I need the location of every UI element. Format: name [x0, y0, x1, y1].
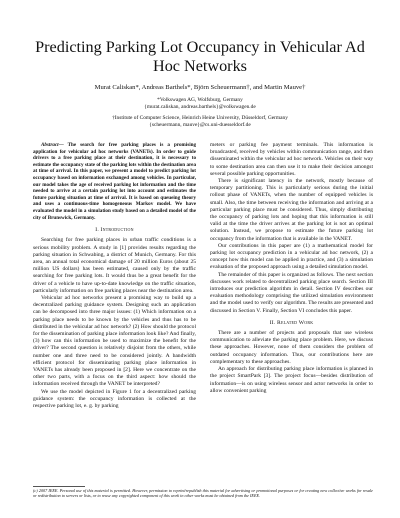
left-column [33, 142, 196, 410]
paper-title: Predicting Parking Lot Occupancy in Vehicular Ad Hoc Networks [35, 38, 365, 75]
paragraph: We use the model depicted in Figure 1 for a decentralized parking guidance system: the occupancy information is collected at the respective parking lot, e. g. by parking [33, 388, 196, 409]
affiliation-block [40, 115, 360, 128]
affiliation-email: {murat.caliskan, andreas.barthels}@volkswagen.de [144, 103, 256, 110]
paragraph: There is significant latency in the network, mostly because of temporary partitioning. This is particularly serious during the initial rollout phase of VANETs, when the number of equipped vehicles is small. Also, the time between receiving the information and arriving at a particular parking place must be considered. Thus, simply distributing the occupancy of parking lots and hoping that this information is still valid at the time the driver arrives at the parking lot is not an optimal solution. Instead, we propose to estimate the future parking lot occupancy from the information that is available in the VANET. [210, 178, 373, 242]
paragraph: Vehicular ad hoc networks present a promising way to build up a decentralized parking guidance system. Designing such an application can be decomposed into three major issues: (1) Which information on a parking place needs to be known by the vehicles and thus has to be distributed in the vehicular ad hoc network? (2) How should the protocol for the dissemination of parking place information look like? And finally, (3) how can this information be used to maximize the benefit for the driver? The second question is relatively disjoint from the others, while number one and three need to be considered jointly. A bandwidth efficient protocol for disseminating parking place information in VANETs has already been proposed in [2]. Here we concentrate on the other two parts, with a focus on the third aspect: how should the information received through the VANET be interpreted? [33, 294, 196, 388]
affiliation-email: {scheuermann, mauve}@cs.uni-duesseldorf.de [149, 121, 251, 128]
copyright-footnote: (c) 2007 IEEE. Personal use of this material is permitted. However, permission to reprint/republish this material for advertising or promotional purposes or for creating new collective works for resale or redistribution to servers or lists, or to reuse any copyrighted component of this work in other works must be obtained from the IEEE. [33, 488, 373, 498]
right-column [210, 142, 373, 395]
section-heading-introduction: I. Introduction [95, 227, 134, 234]
author-list: Murat Caliskan*, Andreas Barthels*, Björn Scheuermann†, and Martin Mauve† [94, 84, 306, 91]
paragraph: An approach for distributing parking place information is planned in the project SmartPark [3]. The project focus—besides distribution of information—is on using wireless sensor and actor networks in order to allow convenient parking [210, 366, 373, 394]
abstract-text: — The search for free parking places is a promising application for vehicular ad hoc networks (VANETs). In order to guide drivers to a free parking place at their destination, it is necessary to estimate the occupancy state of the parking lots within the destination area at time of arrival. In this paper, we present a model to predict parking lot occupancy based on information exchanged among vehicles. In particular, our model takes the age of received parking lot information and the time needed to arrive at a certain parking lot into account and estimates the future parking situation at time of arrival. It is based on queueing theory and uses a continuous-time homogeneous Markov model. We have evaluated the model in a simulation study based on a detailed model of the city of Brunswick, Germany. [33, 142, 196, 221]
affiliation-line: *Volkswagen AG, Wolfsburg, Germany [157, 97, 243, 103]
footnote-rule [33, 486, 85, 487]
abstract-label: Abstract [41, 142, 59, 148]
paragraph: The remainder of this paper is organized as follows. The next section discusses work related to decentralized parking place search. Section III introduces our prediction algorithm in detail. Section IV describes our evaluation methodology comprising the utilized simulation environment and the model used to verify our algorithm. The results are presented and discussed in Section V. Finally, Section VI concludes this paper. [210, 271, 373, 314]
paragraph: Searching for free parking places in urban traffic conditions is a serious mobility problem. A study in [1] provides results regarding the parking situation in Schwabing, a district of Munich, Germany. For this area, an annual total economical damage of 20 million Euros (about 25 million US dollars) has been estimated, caused only by the traffic searching for free parking lots. It would thus be a great benefit for the driver of a vehicle to have up-to-date knowledge on the traffic situation, particularly information on free parking places near the destination area. [33, 237, 196, 294]
abstract [33, 142, 196, 221]
paragraph: There are a number of projects and proposals that use wireless communication to alleviate the parking place problem. Here, we discuss these approaches. However, none of them considers the problem of outdated occupancy information. Thus, our contributions here are complementary to these approaches. [210, 330, 373, 365]
affiliation-block [40, 97, 360, 110]
section-heading-related-work: II. Related Work [269, 319, 314, 326]
paragraph: meters or parking fee payment terminals. This information is broadcasted, received by vehicles within communication range, and then disseminated within the vehicular ad hoc network. Vehicles on their way to some destination area can then use it to make their decision amongst several possible parking opportunities. [210, 142, 373, 177]
paragraph: Our contributions in this paper are (1) a mathematical model for parking lot occupancy prediction in a vehicular ad hoc network, (2) a concept how this model can be applied in practice, and (3) a simulation evaluation of the proposed approach using a detailed simulation model. [210, 242, 373, 271]
affiliation-line: †Institute of Computer Science, Heinrich Heine University, Düsseldorf, Germany [112, 115, 288, 121]
